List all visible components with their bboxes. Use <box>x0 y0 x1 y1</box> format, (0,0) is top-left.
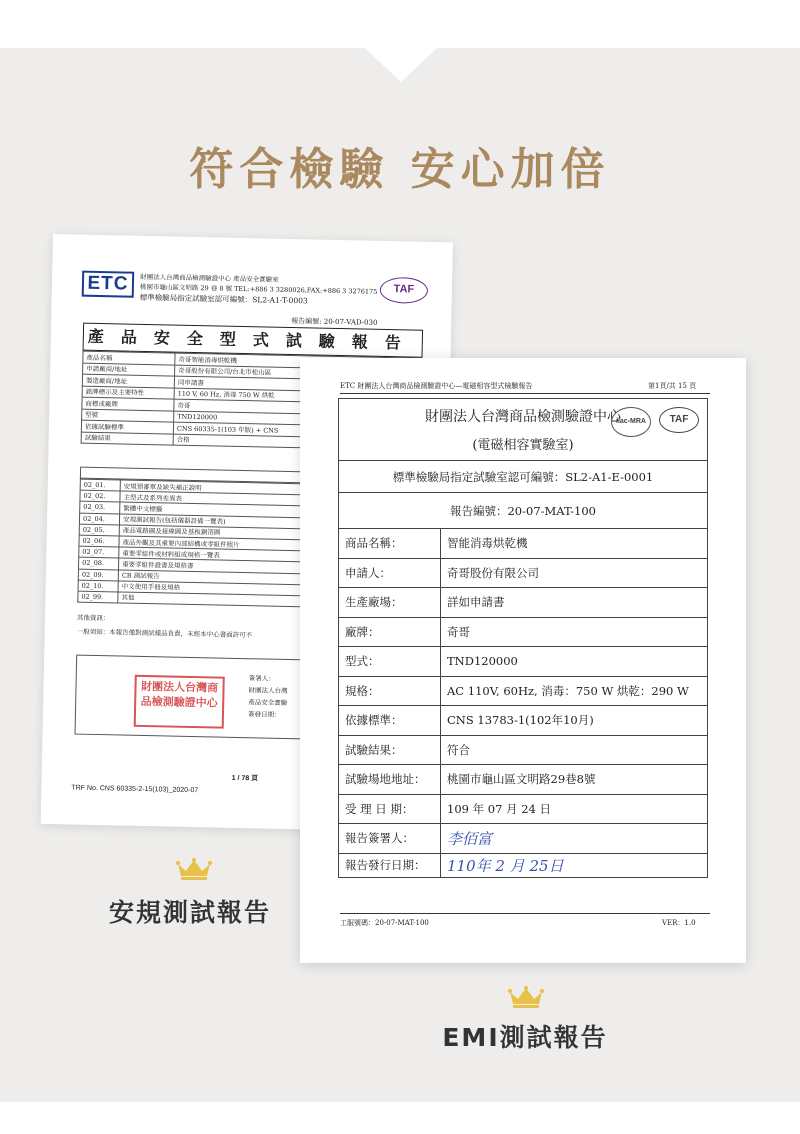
info-value: 同申請書 <box>174 376 421 393</box>
item-code: 02_09. <box>78 569 118 581</box>
item-text: 其他 <box>118 592 417 609</box>
headline-text: 符合檢驗 安心加倍 <box>189 144 611 195</box>
red-seal-stamp: 財團法人台灣商品檢測驗證中心 <box>134 675 225 729</box>
header-divider <box>340 393 710 394</box>
info-label: 申請廠商/地址 <box>83 363 175 376</box>
item-code: 02_04. <box>79 513 119 525</box>
report-row <box>339 706 708 736</box>
item-code: 02_10. <box>78 580 118 592</box>
report-row <box>339 617 708 647</box>
info-value: TND120000 <box>174 411 421 428</box>
item-code: 02_03. <box>80 501 120 513</box>
crown-icon <box>508 986 544 1008</box>
info-label: 產品名稱 <box>83 351 175 364</box>
item-code: 02_08. <box>78 557 118 569</box>
org-name: 財團法人台灣商品檢測驗證中心 <box>425 409 621 425</box>
report-row <box>339 588 708 618</box>
info-value: 110 V, 60 Hz, 消毒 750 W 烘乾 <box>174 388 421 405</box>
item-code: 02_07. <box>79 546 119 558</box>
item-code: 02_02. <box>80 490 120 502</box>
report-row <box>339 794 708 824</box>
report-row <box>339 853 708 877</box>
report-row <box>339 558 708 588</box>
report-row <box>339 824 708 854</box>
item-text: 中文使用手冊及規格 <box>118 581 417 598</box>
item-text: 繁體中文標籤 <box>120 502 419 519</box>
report-row <box>339 765 708 795</box>
info-label: 製造廠商/地址 <box>82 374 174 387</box>
org-cell <box>339 399 708 461</box>
ilac-mra-logo: ilac-MRA <box>611 407 651 437</box>
info-value: 合格 <box>173 434 420 451</box>
item-text: CB 測試報告 <box>118 569 417 586</box>
page-number: 1 / 78 頁 <box>231 774 259 783</box>
row-label: 試驗結果： <box>339 735 441 765</box>
report-row <box>339 529 708 559</box>
row-value: 符合 <box>441 735 708 765</box>
row-label: 試驗場地地址： <box>339 765 441 795</box>
signer-org-2: 產品安全實驗 <box>248 698 288 708</box>
row-label: 型式： <box>339 647 441 677</box>
footer-version: VER：1.0 <box>662 919 696 927</box>
row-value: CNS 13783-1(102年10月) <box>441 706 708 736</box>
logos <box>616 405 699 437</box>
safety-report-caption: 安規測試報告 <box>108 898 271 927</box>
item-text: 安規測試報告(包括儀器設備一覽表) <box>119 514 418 531</box>
item-text: 主型式及系列差異表 <box>120 491 419 508</box>
row-label: 生產廠場： <box>339 588 441 618</box>
row-value: TND120000 <box>441 647 708 677</box>
report-title: 產品安全型式試驗報告 <box>83 323 424 358</box>
item-code: 02_05. <box>79 524 119 536</box>
footer-divider <box>340 913 710 914</box>
info-value: 奇哥股份有限公司/台北市松山區 <box>175 365 422 382</box>
item-text: 安規預審單及缺失補正說明 <box>120 480 419 497</box>
top-notch <box>365 48 437 82</box>
report-row <box>339 647 708 677</box>
accreditation: 標準檢驗局指定試驗室認可編號：SL2-A1-E-0001 <box>339 461 708 493</box>
row-label: 受 理 日 期： <box>339 794 441 824</box>
item-text: 產品電路圖及接線圖及基板銅箔圖 <box>119 525 418 542</box>
item-code: 02_01. <box>80 479 120 491</box>
row-label: 廠牌： <box>339 617 441 647</box>
row-label: 商品名稱： <box>339 529 441 559</box>
crown-icon <box>176 858 212 880</box>
item-text: 產品外觀及其重要內部結構或零組件照片 <box>119 536 418 553</box>
row-value: 桃園市龜山區文明路29巷8號 <box>441 765 708 795</box>
row-value: 110年 2 月 25日 <box>441 853 708 877</box>
general-notice: 一般須知：本報告僅對測試樣品負責，未經本中心書面許可不 <box>76 627 253 640</box>
info-label: 試驗結果 <box>81 432 173 445</box>
report-number: 報告編號: 20-07-VAD-030 <box>291 317 378 327</box>
row-value: AC 110V, 60Hz, 消毒：750 W 烘乾：290 W <box>441 676 708 706</box>
emi-report-table <box>338 398 708 878</box>
item-text: 重要零組件或材料組成規格一覽表 <box>119 547 418 564</box>
address-line: 桃園市龜山區文明路 29 巷 8 號 TEL:+886 3 3280026,FAX:+886 3 3276175 <box>139 282 378 296</box>
sign-date-label: 簽發日期： <box>247 710 281 719</box>
info-label: 銘牌標示及主要特性 <box>82 386 174 399</box>
lab-name: (電磁相容實驗室) <box>472 438 574 453</box>
header-left: ETC 財團法人台灣商品檢測驗證中心—電磁相容型式檢驗報告 <box>340 382 533 390</box>
header-page: 第1頁/共 15 頁 <box>648 382 697 390</box>
trf-number: TRF No. CNS 60335-2-15(103)_2020-07 <box>71 784 199 795</box>
headline-wrap <box>0 133 800 197</box>
info-value: CNS 60335-1(103 年版) + CNS <box>173 422 420 439</box>
report-row <box>339 735 708 765</box>
info-value: 奇哥 <box>174 399 421 416</box>
row-label: 報告簽署人： <box>339 824 441 854</box>
row-value: 李佰富 <box>441 824 708 854</box>
item-text: 重要零組件證書及規格書 <box>118 558 417 575</box>
row-value: 奇哥 <box>441 617 708 647</box>
info-label: 型號 <box>82 409 174 422</box>
row-value: 奇哥股份有限公司 <box>441 558 708 588</box>
info-value: 奇哥智能消毒烘乾機 <box>175 353 422 370</box>
info-label: 依據試驗標準 <box>81 420 173 433</box>
info-label: 商標或廠牌 <box>82 397 174 410</box>
other-info: 其他資訊： <box>76 613 110 623</box>
row-label: 規格： <box>339 676 441 706</box>
emi-report-caption: EMI測試報告 <box>442 1023 608 1052</box>
emi-report-document <box>300 358 746 963</box>
headline <box>175 133 624 197</box>
taf-logo: TAF <box>380 277 429 304</box>
footer-work-number: 工服號碼：20-07-MAT-100 <box>340 919 429 927</box>
report-number: 報告編號：20-07-MAT-100 <box>339 493 708 529</box>
etc-logo: ETC <box>82 271 135 298</box>
org-line: 財團法人台灣商品檢測驗證中心 產品安全實驗室 <box>140 272 279 284</box>
signer-label: 簽署人： <box>248 674 275 683</box>
row-value: 109 年 07 月 24 日 <box>441 794 708 824</box>
row-label: 報告發行日期： <box>339 853 441 877</box>
report-row <box>339 676 708 706</box>
row-label: 依據標準： <box>339 706 441 736</box>
signer-org-1: 財團法人台灣 <box>248 686 288 696</box>
item-code: 02_99. <box>78 591 118 603</box>
item-code: 02_06. <box>79 535 119 547</box>
accreditation-line: 標準檢驗局指定試驗室認可編號：SL2-A1-T-0003 <box>139 292 308 306</box>
row-value: 智能消毒烘乾機 <box>441 529 708 559</box>
taf-logo: TAF <box>659 407 699 433</box>
row-value: 詳如申請書 <box>441 588 708 618</box>
row-label: 申請人： <box>339 558 441 588</box>
